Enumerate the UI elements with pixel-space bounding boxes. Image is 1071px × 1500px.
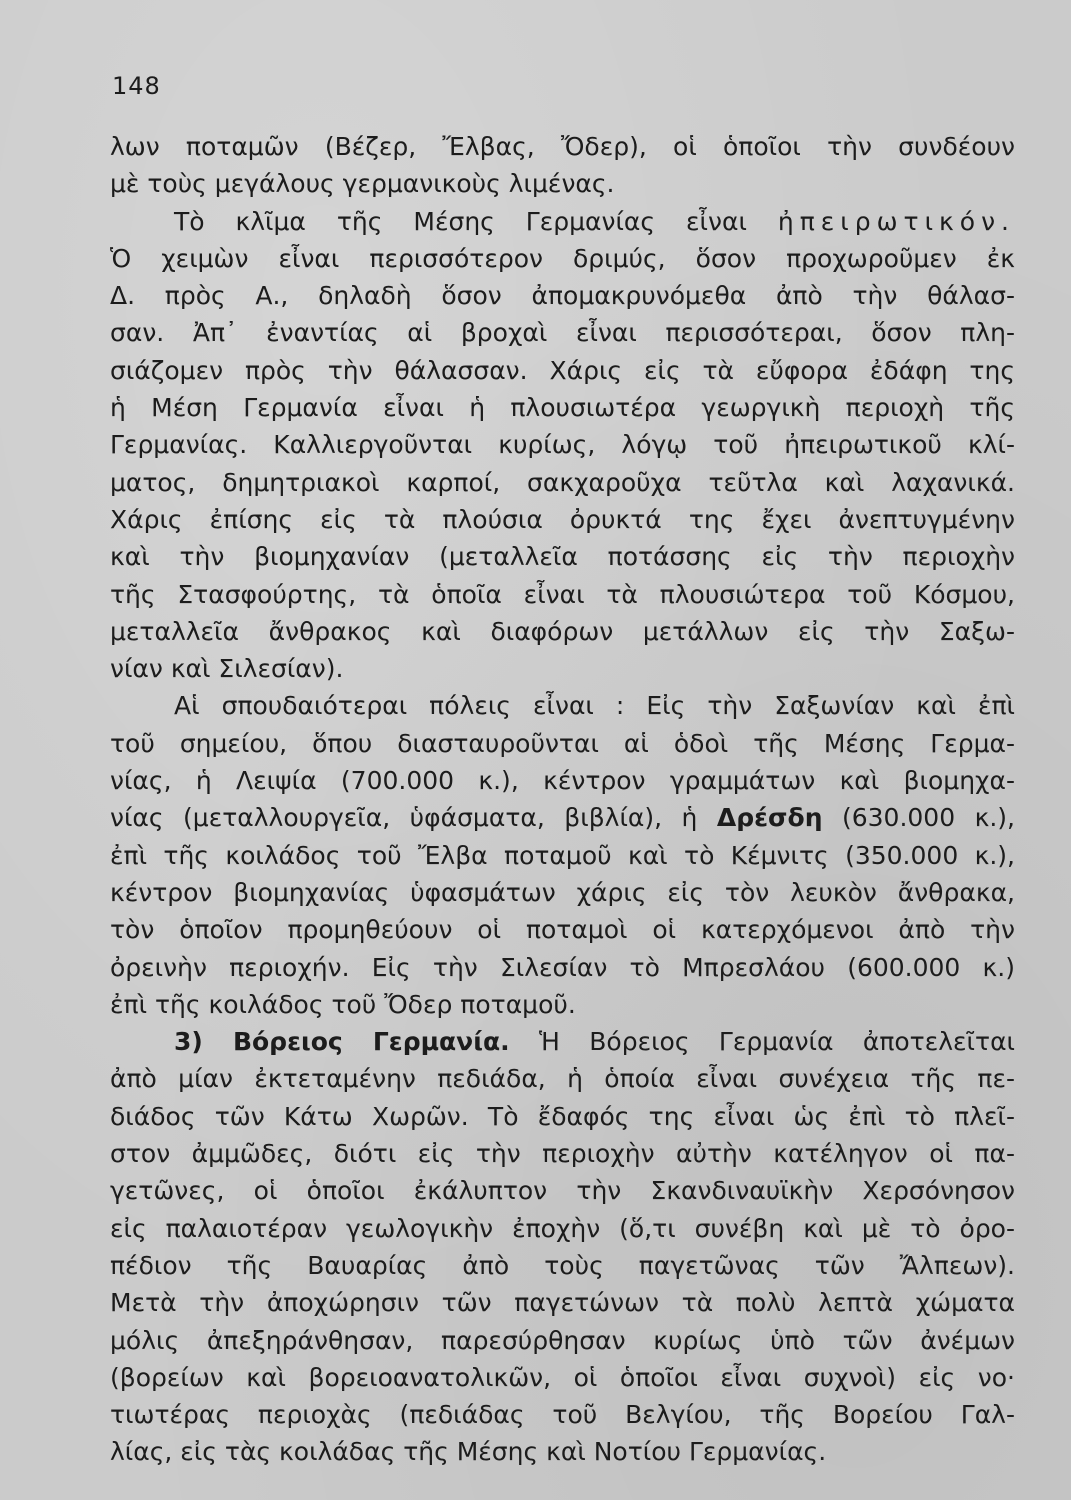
text-run: νίας (μεταλλουργεῖα, ὑφάσματα, βιβλία), ἡ — [110, 803, 698, 833]
text-line: ὀρεινὴν περιοχήν. Εἰς τὴν Σιλεσίαν τὸ Μπρεσλάου (600.000 κ.) — [110, 952, 1015, 982]
text-line: τιωτέρας περιοχὰς (πεδιάδας τοῦ Βελγίου, τῆς Βορείου Γαλ- — [110, 1400, 1015, 1430]
text-line: σιάζομεν πρὸς τὴν θάλασσαν. Χάρις εἰς τὰ εὔφορα ἐδάφη της — [110, 355, 1015, 385]
text-line: διάδος τῶν Κάτω Χωρῶν. Τὸ ἔδαφός της εἶναι ὡς ἐπὶ τὸ πλεῖ- — [110, 1101, 1015, 1131]
text-line: ματος, δημητριακοὶ καρποί, σακχαροῦχα τεῦτλα καὶ λαχανικά. — [110, 467, 1015, 497]
text-line: τῆς Στασφούρτης, τὰ ὁποῖα εἶναι τὰ πλουσιώτερα τοῦ Κόσμου, — [110, 579, 1015, 609]
page-number: 148 — [112, 72, 161, 100]
text-line: σαν. Ἀπ᾽ ἐναντίας αἱ βροχαὶ εἶναι περισσότεραι, ὅσον πλη- — [110, 318, 1015, 348]
text-line: ἐπὶ τῆς κοιλάδος τοῦ Ὄδερ ποταμοῦ. — [110, 989, 576, 1019]
text-line: κέντρον βιομηχανίας ὑφασμάτων χάρις εἰς τὸν λευκὸν ἄνθρακα, — [110, 877, 1015, 907]
text-line: Χάρις ἐπίσης εἰς τὰ πλούσια ὀρυκτά της ἔχει ἀνεπτυγμένην — [110, 504, 1015, 534]
text-run: Ἡ Βόρειος Γερμανία ἀποτελεῖται — [539, 1027, 1015, 1057]
text-line: στον ἀμμῶδες, διότι εἰς τὴν περιοχὴν αὐτὴν κατέληγον οἱ πα- — [110, 1139, 1015, 1169]
text-line: (βορείων καὶ βορειοανατολικῶν, οἱ ὁποῖοι εἶναι συχνοὶ) εἰς νο· — [110, 1362, 1015, 1392]
city-name-bold: Δρέσδη — [716, 803, 823, 833]
text-line: Δ. πρὸς Α., δηλαδὴ ὅσον ἀπομακρυνόμεθα ἀπὸ τὴν θάλασ- — [110, 281, 1015, 311]
text-line: εἰς παλαιοτέραν γεωλογικὴν ἐποχὴν (ὅ,τι συνέβη καὶ μὲ τὸ ὀρο- — [110, 1213, 1015, 1243]
text-line: Μετὰ τὴν ἀποχώρησιν τῶν παγετώνων τὰ πολὺ λεπτὰ χώματα — [110, 1288, 1015, 1318]
text-line: καὶ τὴν βιομηχανίαν (μεταλλεῖα ποτάσσης εἰς τὴν περιοχὴν — [110, 542, 1015, 572]
text-line: ἐπὶ τῆς κοιλάδος τοῦ Ἔλβα ποταμοῦ καὶ τὸ Κέμνιτς (350.000 κ.), — [110, 840, 1015, 870]
text-line: μεταλλεῖα ἄνθρακος καὶ διαφόρων μετάλλων εἰς τὴν Σαξω- — [110, 616, 1015, 646]
text-line: γετῶνες, οἱ ὁποῖοι ἐκάλυπτον τὴν Σκανδιναυϊκὴν Χερσόνησον — [110, 1176, 1015, 1206]
text-line: πέδιον τῆς Βαυαρίας ἀπὸ τοὺς παγετῶνας τῶν Ἄλπεων). — [110, 1250, 1015, 1280]
text-line: τὸν ὁποῖον προμηθεύουν οἱ ποταμοὶ οἱ κατερχόμενοι ἀπὸ τὴν — [110, 915, 1015, 945]
text-line: λίας, εἰς τὰς κοιλάδας τῆς Μέσης καὶ Νοτίου Γερμανίας. — [110, 1437, 827, 1467]
text-line: ἡ Μέση Γερμανία εἶναι ἡ πλουσιωτέρα γεωργικὴ περιοχὴ τῆς — [110, 393, 1015, 423]
text-line — [110, 1023, 1015, 1060]
text-line — [110, 799, 1015, 836]
text-line — [110, 203, 1015, 240]
text-line: Αἱ σπουδαιότεραι πόλεις εἶναι : Εἰς τὴν Σαξωνίαν καὶ ἐπὶ — [174, 691, 1015, 721]
text-line: μὲ τοὺς μεγάλους γερμανικοὺς λιμένας. — [110, 169, 615, 199]
text-line: τοῦ σημείου, ὅπου διασταυροῦνται αἱ ὁδοὶ τῆς Μέσης Γερμα- — [110, 728, 1015, 758]
text-line: Γερμανίας. Καλλιεργοῦνται κυρίως, λόγῳ τοῦ ἠπειρωτικοῦ κλί- — [110, 430, 1015, 460]
text-run: (630.000 κ.), — [841, 803, 1015, 833]
body-text — [110, 128, 1015, 1471]
section-heading: 3) Βόρειος Γερμανία. — [174, 1027, 510, 1057]
text-line: ἀπὸ μίαν ἐκτεταμένην πεδιάδα, ἡ ὁποία εἶναι συνέχεια τῆς πε- — [110, 1064, 1015, 1094]
emphasized-term: ἠπειρωτικόν. — [777, 206, 1015, 236]
text-line: Ὁ χειμὼν εἶναι περισσότερον δριμύς, ὅσον προχωροῦμεν ἐκ — [110, 243, 1015, 273]
text-line: μόλις ἀπεξηράνθησαν, παρεσύρθησαν κυρίως ὑπὸ τῶν ἀνέμων — [110, 1325, 1015, 1355]
text-line: νίας, ἡ Λειψία (700.000 κ.), κέντρον γραμμάτων καὶ βιομηχα- — [110, 766, 1015, 796]
text-line: λων ποταμῶν (Βέζερ, Ἔλβας, Ὄδερ), οἱ ὁποῖοι τὴν συνδέουν — [110, 132, 1015, 161]
climate-sentence: Τὸ κλῖμα τῆς Μέσης Γερμανίας εἶναι — [174, 206, 747, 236]
text-line: νίαν καὶ Σιλεσίαν). — [110, 654, 344, 684]
